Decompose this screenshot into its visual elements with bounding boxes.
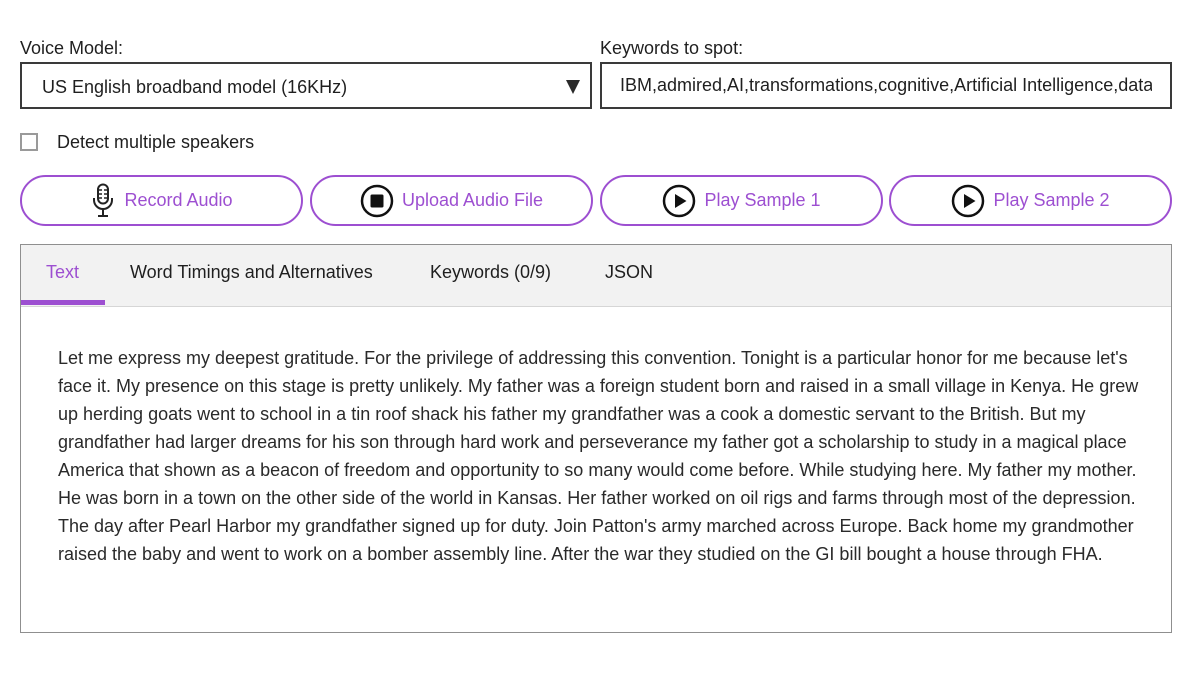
keywords-input[interactable] xyxy=(600,62,1172,109)
play-sample-1-button[interactable] xyxy=(600,175,883,226)
upload-audio-file-button[interactable] xyxy=(310,175,593,226)
upload-audio-file-label: Upload Audio File xyxy=(401,190,544,210)
tab-keywords[interactable]: Keywords (0/9) xyxy=(430,262,552,282)
voice-model-select[interactable] xyxy=(20,62,592,109)
voice-model-label: Voice Model: xyxy=(20,38,124,58)
play-sample-2-label: Play Sample 2 xyxy=(993,190,1110,210)
output-panel xyxy=(20,244,1172,633)
transcript-text: Let me express my deepest gratitude. For the privilege of addressing this convention. Tonight is a particular honor for me because let's face it. My presence on this stage is pretty unlikely. My father was a foreign student born and raised in a small village in Kenya. He grew up herding goats went to school in a tin roof shack his father my grandfather was a cook a domestic servant to the British. But my grandfather had larger dreams for his son through hard work and perseverance my father got a scholarship to study in a magical place America that shown as a beacon of freedom and opportunity to so many would come before. While studying here. My father my mother. He was born in a town on the other side of the world in Kansas. Her father worked on oil rigs and farms through most of the depression. The day after Pearl Harbor my grandfather signed up for duty. Join Patton's army marched across Europe. Back home my grandmother raised the baby and went to work on a bomber assembly line. After the war they studied on the GI bill bought a house through FHA. xyxy=(58,348,1139,564)
play-circle-icon xyxy=(951,184,985,218)
play-sample-1-label: Play Sample 1 xyxy=(704,190,821,210)
detect-speakers-label: Detect multiple speakers xyxy=(57,132,255,152)
record-audio-button[interactable] xyxy=(20,175,303,226)
voice-model-selected-value: US English broadband model (16KHz) xyxy=(42,77,348,97)
tab-text[interactable]: Text xyxy=(46,262,80,282)
output-tab-bar xyxy=(21,245,1171,307)
tab-json[interactable]: JSON xyxy=(605,262,654,282)
record-audio-label: Record Audio xyxy=(124,190,233,210)
tab-word-timings[interactable]: Word Timings and Alternatives xyxy=(130,262,373,282)
stop-circle-icon xyxy=(360,184,394,218)
detect-speakers-checkbox[interactable] xyxy=(20,133,38,151)
play-sample-2-button[interactable] xyxy=(889,175,1172,226)
play-circle-icon xyxy=(662,184,696,218)
caret-down-icon xyxy=(566,80,580,94)
active-tab-indicator xyxy=(21,300,105,305)
microphone-icon xyxy=(90,183,116,219)
keywords-label: Keywords to spot: xyxy=(600,38,744,58)
